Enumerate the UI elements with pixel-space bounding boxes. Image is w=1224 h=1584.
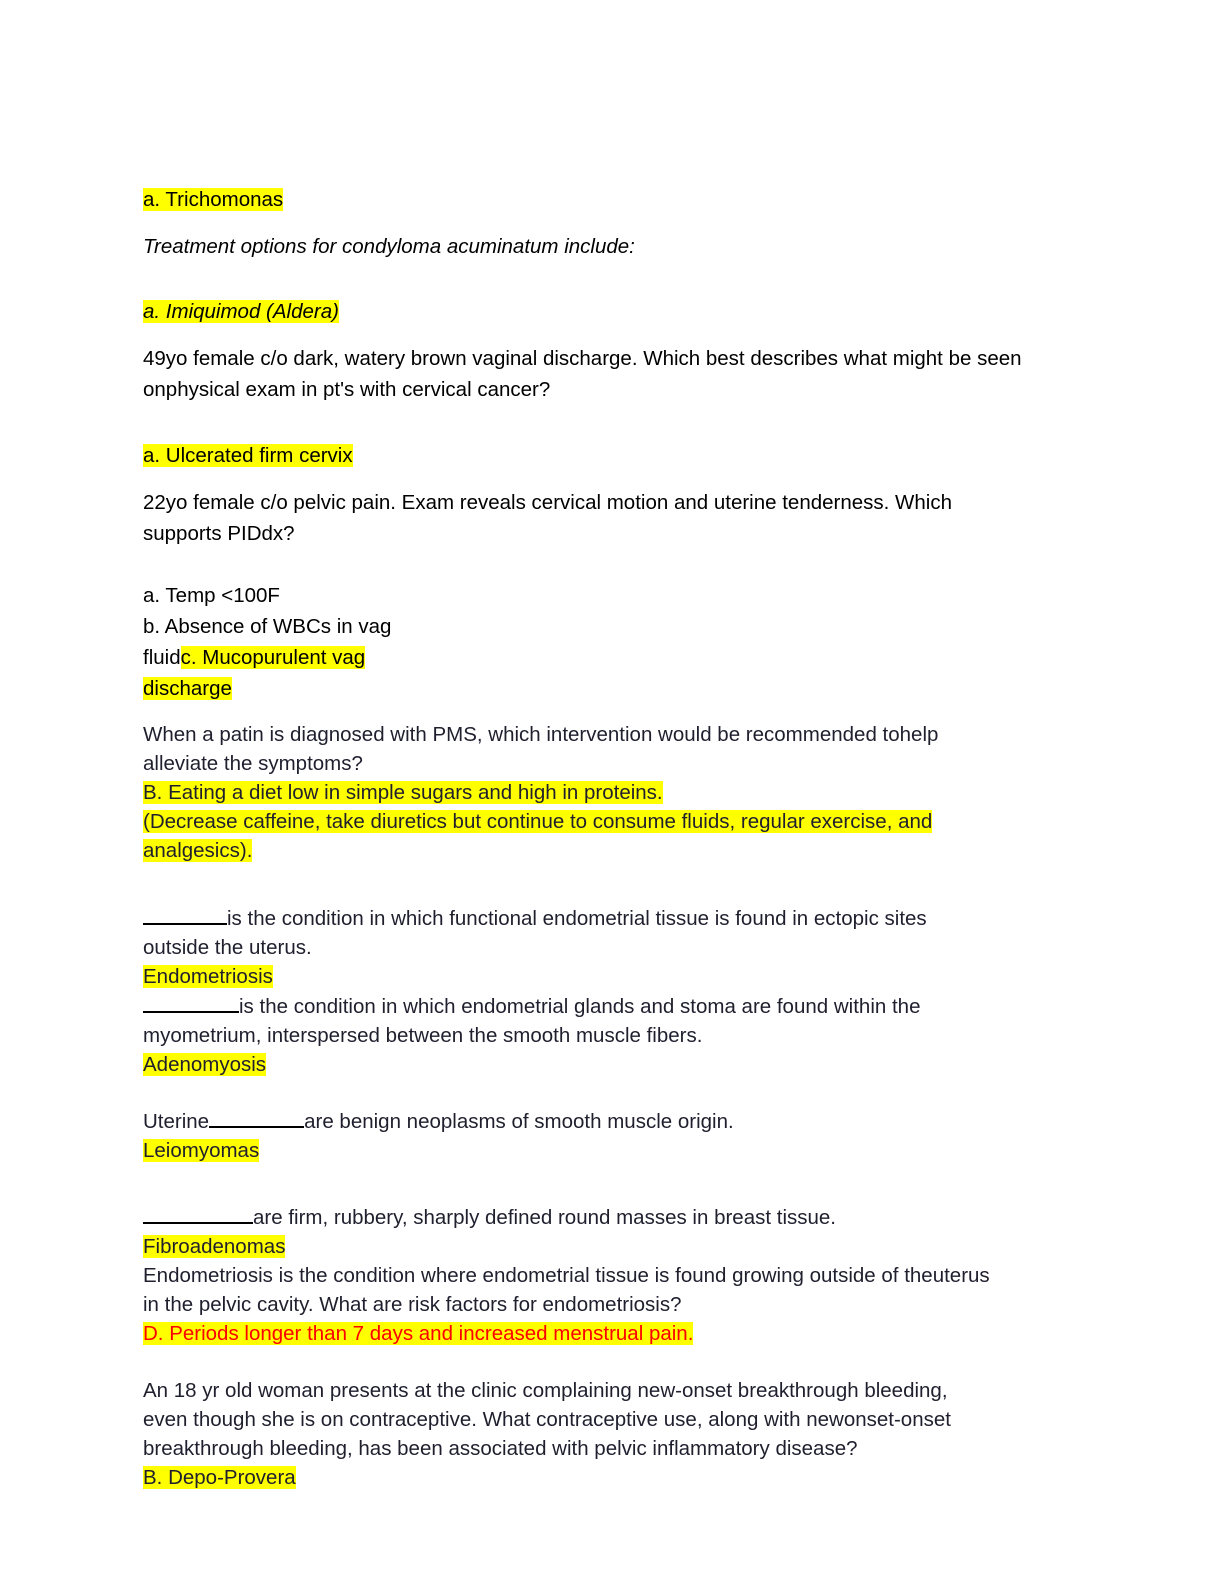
answer-imiquimod: a. Imiquimod (Aldera) bbox=[143, 300, 339, 323]
pid-options bbox=[143, 580, 1083, 704]
fill-blank bbox=[209, 1106, 304, 1128]
answer-cervix: a. Ulcerated firm cervix bbox=[143, 444, 353, 467]
question-condyloma: Treatment options for condyloma acuminatum include: bbox=[143, 235, 635, 258]
answer-pms-note: (Decrease caffeine, take diuretics but continue to consume fluids, regular exercise, and bbox=[143, 810, 933, 833]
option-c: c. Mucopurulent vag bbox=[180, 646, 366, 669]
option-b: b. Absence of WBCs in vag bbox=[143, 615, 392, 638]
question-cervical-cancer: 49yo female c/o dark, watery brown vaginal discharge. Which best describes what might be seen onphysical exam in pt's with cervical cancer? bbox=[143, 347, 1022, 401]
answer-endometriosis: Endometriosis bbox=[143, 965, 273, 988]
question-contraceptive: An 18 yr old woman presents at the clinic complaining new-onset breakthrough bleeding, even though she is on contraceptive. What contraceptive use, along with newonset-onset breakthrough bleeding, has been associated with pelvic inflammatory disease? B. Depo-Provera bbox=[143, 1379, 951, 1489]
question-leiomyomas: Uterine are benign neoplasms of smooth muscle origin. Leiomyomas bbox=[143, 1106, 1083, 1165]
answer-contraceptive: B. Depo-Provera bbox=[143, 1466, 296, 1489]
answer-fibroadenomas: Fibroadenomas bbox=[143, 1235, 286, 1258]
option-c-continued: discharge bbox=[143, 677, 232, 700]
fill-blank bbox=[143, 1202, 253, 1224]
answer-endometriosis-risk: D. Periods longer than 7 days and increased menstrual pain. bbox=[143, 1322, 694, 1345]
question-pms: When a patin is diagnosed with PMS, which intervention would be recommended tohelp alleviate the symptoms? B. Eating a diet low in simple sugars and high in proteins. (Decrease caffeine, take diuretics but continue to consume fluids, regular exercise, and analgesics). bbox=[143, 723, 939, 862]
question-endometriosis-risk: Endometriosis is the condition where endometrial tissue is found growing outside of theuterus bbox=[143, 1264, 990, 1287]
answer-adenomyosis: Adenomyosis bbox=[143, 1053, 267, 1076]
fill-blank bbox=[143, 991, 239, 1013]
answer-leiomyomas: Leiomyomas bbox=[143, 1139, 260, 1162]
fill-blank bbox=[143, 903, 227, 925]
answer-pms: B. Eating a diet low in simple sugars and high in proteins. bbox=[143, 781, 663, 804]
question-endometriosis: is the condition in which functional endometrial tissue is found in ectopic sites outside the uterus. Endometriosis is the condition in which endometrial glands and stoma are found within the myometrium, interspersed between the smooth muscle fibers. Adenomyosis bbox=[143, 903, 1083, 1079]
option-b-continued: fluidc. Mucopurulent vag bbox=[143, 646, 366, 669]
option-a: a. Temp <100F bbox=[143, 584, 280, 607]
question-fibroadenomas: are firm, rubbery, sharply defined round masses in breast tissue. Fibroadenomas Endometriosis is the condition where endometrial tissue is found growing outside of theuterus in the pelvic cavity. What are risk factors for endometriosis? D. Periods longer than 7 days and increased menstrual pain. bbox=[143, 1202, 1083, 1348]
answer-trichomonas: a. Trichomonas bbox=[143, 188, 284, 211]
question-pid: 22yo female c/o pelvic pain. Exam reveals cervical motion and uterine tenderness. Which supports PIDdx? bbox=[143, 491, 953, 545]
